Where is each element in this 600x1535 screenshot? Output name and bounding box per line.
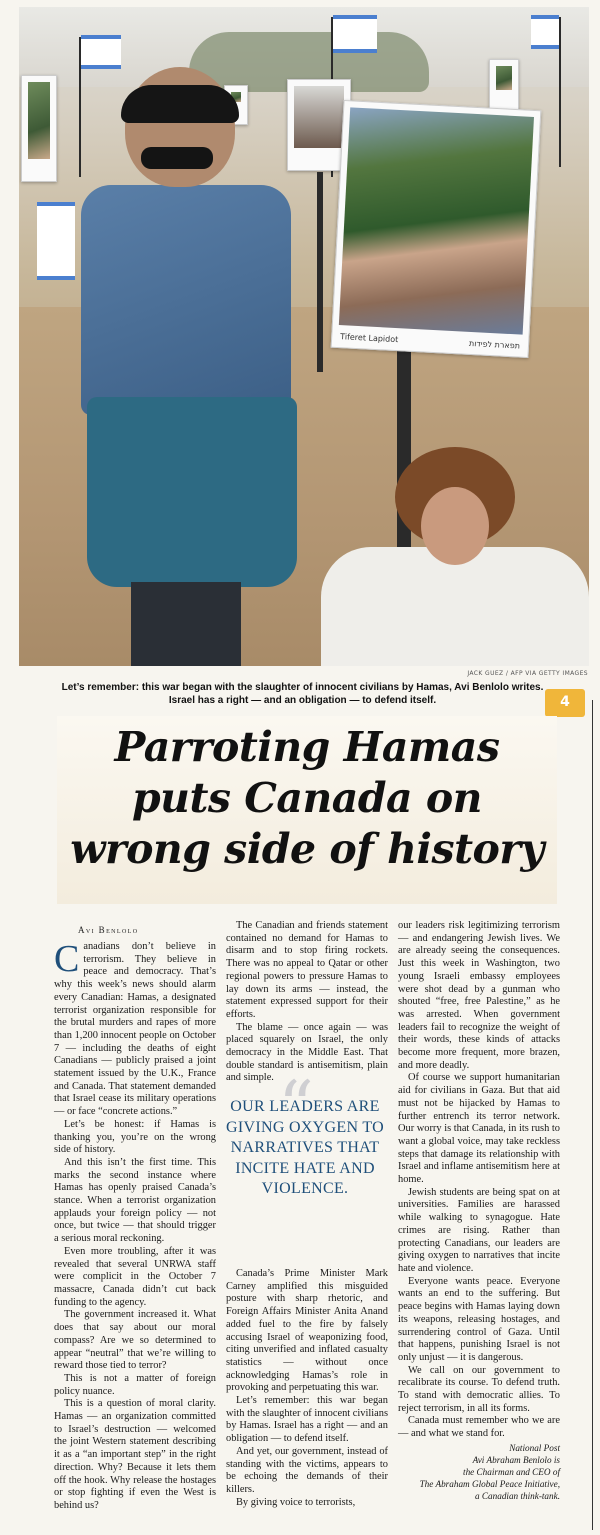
- paragraph: Let’s remember: this war began with the slaughter of innocent civilians by Hamas. Israel has a right — and an obligation — to defend itself.: [226, 1395, 388, 1445]
- caption-line-2: Israel has a right — and an obligation — to defend itself.: [168, 695, 437, 706]
- paragraph: Let’s be honest: if Hamas is thanking you, you’re on the wrong side of history.: [54, 1118, 216, 1156]
- signoff-line: a Canadian think-tank.: [475, 1490, 560, 1501]
- paragraph: Jewish students are being spat on at universities. Families are harassed while walking to synagogue. Hate crimes are rising. Rather than protecting Canadians, our leaders are giving oxygen to narratives that incite hate and violence.: [398, 1186, 560, 1274]
- kneeling-woman: [309, 447, 589, 666]
- tiferet-lapidot-portrait: [331, 100, 542, 358]
- pull-quote: [222, 1066, 388, 1200]
- photo-credit: JACK GUEZ / AFP VIA GETTY IMAGES: [467, 670, 588, 677]
- signoff-line: The Abraham Global Peace Initiative,: [419, 1478, 560, 1489]
- byline: Avi Benlolo: [78, 925, 139, 935]
- column-rule: [592, 700, 593, 1530]
- quote-mark-icon: “: [278, 1066, 315, 1148]
- headline-line-2: puts Canada on: [131, 774, 482, 822]
- israeli-flag: [37, 202, 75, 280]
- flag-pole: [559, 17, 561, 167]
- paragraph: The government increased it. What does that say about our moral compass? Are we so determined to appear “neutral” that we’re willing to reward those tied to terror?: [54, 1309, 216, 1372]
- headline-line-1: Parroting Hamas: [114, 723, 500, 771]
- headline-line-3: wrong side of history: [70, 825, 544, 873]
- paragraph: We call on our government to recalibrate its course. To defend truth. To stand with democratic allies. To reject terrorism, in all its forms.: [398, 1364, 560, 1414]
- paragraph: The Canadian and friends statement contained no demand for Hamas to disarm and to stop firing rockets. There was no appeal to Qatar or other regional powers to pressure Hamas to lay down its arms — instead, the statement expressed support for their efforts.: [226, 920, 388, 1020]
- signoff-line: the Chairman and CEO of: [463, 1466, 560, 1477]
- drop-cap: C: [54, 938, 80, 980]
- paragraph: And yet, our government, instead of standing with the victims, appears to be echoing the demands of their killers.: [226, 1445, 388, 1495]
- israeli-flag: [531, 15, 559, 49]
- portrait-name-label: Tiferet Lapidot: [340, 332, 399, 345]
- paragraph: The blame — once again — was placed squarely on Israel, the only democracy in the Middle East. That double standard is antisemitism, plain and simple.: [226, 1021, 388, 1084]
- lead-photo: [19, 7, 589, 666]
- portrait-post: [317, 172, 323, 372]
- memorial-portrait: [489, 59, 519, 113]
- paragraph: Everyone wants peace. Everyone wants an end to the suffering. But peace begins with Hamas laying down its weapons, releasing hostages, and surrendering control of Gaza. Until that happens, punishing Israel is not only unjust — it is dangerous.: [398, 1275, 560, 1363]
- paragraph: Even more troubling, after it was revealed that several UNRWA staff were complicit in the October 7 massacre, Canada didn’t cut back funding to the agency.: [54, 1245, 216, 1308]
- israeli-flag: [81, 35, 121, 69]
- paragraph: By giving voice to terrorists,: [236, 1496, 356, 1508]
- headline: [60, 722, 554, 875]
- caption-line-1: Let’s remember: this war began with the slaughter of innocent civilians by Hamas, Avi Benlolo writes.: [61, 682, 544, 693]
- israeli-flag: [333, 15, 377, 53]
- paragraph: Canadians don’t believe in terrorism. They believe in peace and democracy. That’s why this week’s news should alarm every Canadian: Hamas, a designated terrorist organization responsible for the brutal murders and rapes of more than 1,200 innocent people on October 7 — including the deaths of eight Canadians — publicly praised a joint statement issued by the U.K., France and Canada. That statement demanded that Israel cease its military operations — or face “concrete actions.”: [54, 938, 216, 1118]
- page-number-badge: 4: [545, 689, 585, 717]
- paragraph: And this isn’t the first time. This marks the second instance where Hamas has openly praised Canada’s stance. When a terrorist organization applauds your foreign policy — not once, but twice — that should trigger a serious moral reckoning.: [54, 1156, 216, 1245]
- article-column-2-continued: [226, 1268, 388, 1509]
- article-column-3: [398, 920, 560, 1502]
- photo-caption: [40, 681, 565, 707]
- paragraph: our leaders risk legitimizing terrorism — and endangering Jewish lives. We are already seeing the consequences. Just this week in Washington, two young Israeli embassy employees were shot dead by a gunman who shouted “free, free Palestine,” as he was arrested. When government leaders fail to recognize the weight of their words, these kinds of attacks become more frequent, more brazen, and more deadly.: [398, 920, 560, 1071]
- paragraph: Canada’s Prime Minister Mark Carney amplified this misguided posture with sharp rhetoric, and Foreign Affairs Minister Anita Anand added fuel to the fire by falsely accusing Israel of weaponizing food, citing unverified and inflated casualty statistics — without once acknowledging Hamas’s role in provoking and perpetuating this war.: [226, 1268, 388, 1394]
- paragraph: This is a question of moral clarity. Hamas — an organization committed to Israel’s destruction — welcomed the joint Western statement describing it as a “an important step” in the right direction. Why? Because it lets them off the hook. Why release the hostages or stop fighting if even the West is behind us?: [54, 1398, 216, 1511]
- article-column-1: [54, 938, 216, 1513]
- memorial-portrait: [21, 75, 57, 182]
- paragraph: This is not a matter of foreign policy nuance.: [54, 1372, 216, 1397]
- pull-quote-text: OUR LEADERS ARE GIVING OXYGEN TO NARRATIVES THAT INCITE HATE AND VIOLENCE.: [226, 1098, 384, 1197]
- paragraph: Of course we support humanitarian aid for civilians in Gaza. But that aid must not be hijacked by Hamas to further entrench its terror network. Our worry is that Canada, in its rush to want a global voice, may take reckless steps that damage its relationship with Israel and inflame antisemitism here at home.: [398, 1072, 560, 1186]
- signoff-publication: National Post: [509, 1442, 560, 1453]
- paragraph: Canada must remember who we are — and what we stand for.: [398, 1415, 560, 1440]
- signoff-line: Avi Abraham Benlolo is: [472, 1454, 560, 1465]
- article-column-2: [226, 920, 388, 1085]
- portrait-hebrew-label: תפארת לפידות: [468, 338, 521, 351]
- author-signoff: [398, 1442, 560, 1502]
- mourning-woman: [81, 67, 301, 666]
